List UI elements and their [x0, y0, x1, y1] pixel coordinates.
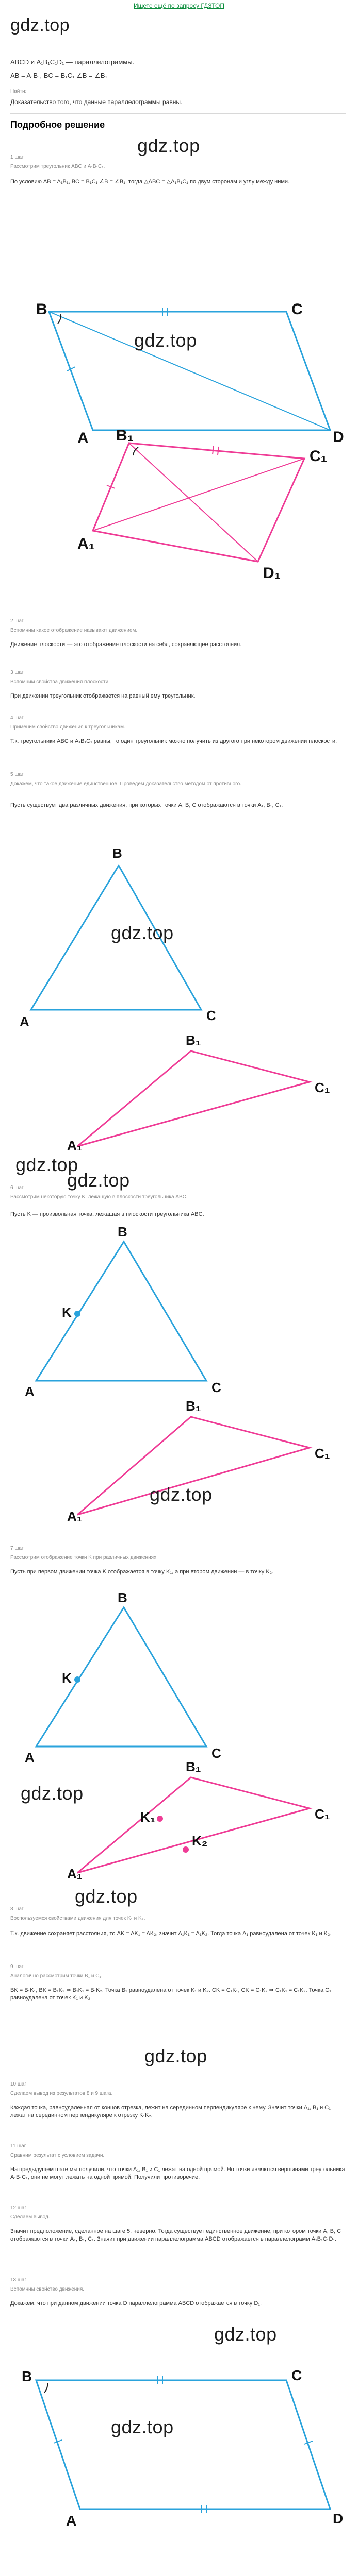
point-label-a1: A₁: [67, 1138, 83, 1153]
parallelogram-abcd: [49, 308, 330, 430]
step-text: Движение плоскости — это отображение плоскости на себя, сохраняющее расстояния.: [10, 641, 242, 648]
step-tag: 2 шаг: [10, 618, 24, 624]
point-k1: [157, 1816, 163, 1822]
point-label-a: A: [66, 2513, 77, 2529]
step-text: По условию AB = A₁B₁, BC = B₁C₁ ∠B = ∠B₁, тогда △ABC = △A₁B₁C₁ по двум сторонам и углу между ними.: [10, 179, 290, 185]
step-text: Пусть существует два различных движения, при которых точки A, B, C отображаются в точки A₁, B₁, C₁.: [10, 802, 283, 808]
watermark: gdz.top: [137, 135, 200, 156]
point-label-c: C: [211, 1380, 221, 1395]
step-tag: 7 шаг: [10, 1546, 24, 1551]
figure-point-k: [0, 1226, 358, 1525]
point-label-c: C: [291, 301, 303, 318]
point-label-b1: B₁: [116, 427, 134, 444]
step-hint: Докажем, что такое движение единственное. Проведём доказательство методом от противного.: [10, 781, 241, 787]
step-hint: Рассмотрим отображение точки K при различных движениях.: [10, 1555, 158, 1561]
step-hint: Вспомним свойства движения плоскости.: [10, 679, 110, 685]
point-label-a: A: [20, 1014, 29, 1029]
search-more-link[interactable]: Ищете ещё по запросу ГДЗТОП: [134, 2, 224, 9]
watermark: gdz.top: [150, 1484, 213, 1505]
step-tag: 6 шаг: [10, 1185, 24, 1191]
step-text: Каждая точка, равноудалённая от концов отрезка, лежит на серединном перпендикуляре к нему. Значит точки A₁, B₁ и C₁ лежат на серединном перпендикуляре к отрезку K₁K₂.: [10, 2105, 331, 2119]
step-tag: 9 шаг: [10, 1964, 24, 1970]
point-label-b1: B₁: [186, 1032, 201, 1048]
step-hint: Сравним результат с условием задачи.: [10, 2153, 105, 2158]
point-label-k: K: [62, 1304, 72, 1320]
watermark: gdz.top: [111, 922, 174, 943]
point-label-b: B: [36, 301, 47, 318]
step-text: На предыдущем шаге мы получили, что точки A₁, B₁ и C₁ лежат на одной прямой. Но точки являются вершинами треугольника A₁B₁C₁, они не могут лежать на одной прямой. Получили противоречие.: [10, 2166, 345, 2180]
step-text: Пусть K — произвольная точка, лежащая в плоскости треугольника ABC.: [10, 1211, 204, 1217]
step-text: Т.к. треугольники ABC и A₁B₁C₁ равны, то один треугольник можно получить из другого при некотором движении плоскости.: [10, 738, 337, 744]
divider: [10, 113, 346, 114]
step-tag: 1 шаг: [10, 155, 24, 160]
point-label-a1: A₁: [77, 535, 95, 552]
figure-parallelograms: [0, 232, 358, 608]
watermark: gdz.top: [134, 330, 197, 351]
step-text: BK = B₁K₁, BK = B₁K₂ ⇒ B₁K₁ = B₁K₂. Точка B₁ равноудалена от точек K₁ и K₂. CK = C₁K₁, CK = C₁K₂ ⇒ C₁K₁ = C₁K₂. Точка C₁ равноудалена от точек K₁ и K₂.: [10, 1987, 331, 2001]
point-label-d1: D₁: [263, 565, 281, 582]
point-label-c: C: [211, 1745, 221, 1761]
point-label-c1: C₁: [315, 1806, 330, 1822]
task-given-line1: ABCD и A₁B₁C₁D₁ — параллелограммы.: [10, 58, 135, 66]
watermark: gdz.top: [15, 1154, 78, 1175]
solution-title: Подробное решение: [10, 120, 105, 130]
brand-logo[interactable]: gdz.top: [10, 15, 70, 35]
point-label-a: A: [77, 430, 89, 447]
step-text: Пусть при первом движении точка K отображается в точку K₁, а при втором движении — в точку K₂.: [10, 1569, 274, 1575]
point-label-b: B: [118, 1226, 127, 1240]
point-label-a: A: [25, 1384, 35, 1399]
step-hint: Рассмотрим треугольник ABC и A₁B₁C₁.: [10, 164, 105, 170]
watermark: gdz.top: [144, 2045, 207, 2066]
step-text: Т.к. движение сохраняет расстояния, то AK = AK₁ = AK₂, значит A₁K₁ = A₁K₂. Тогда точка A₁ равноудалена от точек K₁ и K₂.: [10, 1930, 332, 1937]
step-tag: 8 шаг: [10, 1906, 24, 1912]
task-prove-tag: Найти:: [10, 89, 27, 94]
parallelogram-abcd: [36, 2376, 330, 2513]
step-text: При движении треугольник отображается на равный ему треугольник.: [10, 693, 196, 699]
figure-points-k1-k2: [0, 1592, 358, 1880]
step-text: Значит предположение, сделанное на шаге 5, неверно. Тогда существует единственное движение, при котором точки A, B, C отображаются в точки A₁, B₁, C₁. Значит при движении параллелограмма ABCD отображается в параллелограмм A₁B₁C₁D₁.: [10, 2228, 341, 2242]
point-label-b: B: [22, 2368, 32, 2384]
parallelogram-a1b1c1d1: [93, 443, 304, 562]
point-label-c1: C₁: [315, 1446, 330, 1461]
watermark: gdz.top: [214, 2324, 277, 2345]
point-label-c: C: [206, 1008, 216, 1023]
step-tag: 3 шаг: [10, 670, 24, 675]
point-label-d: D: [333, 429, 344, 446]
triangle-a1b1c1: [77, 1051, 310, 1146]
point-label-a1: A₁: [67, 1866, 83, 1880]
step-hint: Сделаем вывод из результатов 8 и 9 шага.: [10, 2091, 113, 2096]
step-tag: 10 шаг: [10, 2081, 27, 2087]
step-hint: Аналогично рассмотрим точки B₁ и C₁.: [10, 1973, 103, 1979]
point-k: [74, 1311, 80, 1317]
step-hint: Применим свойство движения к треугольникам.: [10, 724, 125, 730]
point-label-a1: A₁: [67, 1509, 83, 1524]
step-tag: 12 шаг: [10, 2205, 27, 2211]
step-hint: Воспользуемся свойствами движения для точек K₁ и K₂.: [10, 1916, 145, 1921]
step-tag: 13 шаг: [10, 2277, 27, 2283]
point-label-k1: K₁: [140, 1809, 156, 1825]
step-hint: Вспомним свойство движения.: [10, 2286, 85, 2292]
watermark: gdz.top: [111, 2416, 174, 2437]
point-label-b: B: [118, 1592, 127, 1605]
point-k: [74, 1676, 80, 1683]
step-hint: Вспомним какое отображение называют движением.: [10, 628, 138, 633]
point-label-b1: B₁: [186, 1759, 201, 1774]
point-label-k2: K₂: [192, 1833, 208, 1849]
watermark: gdz.top: [67, 1170, 130, 1191]
watermark: gdz.top: [75, 1886, 138, 1907]
task-given-line2: AB = A₁B₁, BC = B₁C₁ ∠B = ∠B₁: [10, 72, 107, 79]
point-label-c1: C₁: [310, 448, 328, 465]
step-tag: 11 шаг: [10, 2143, 26, 2149]
figure-final-parallelograms: [0, 2349, 358, 2576]
point-label-c1: C₁: [315, 1080, 330, 1095]
point-label-c: C: [291, 2367, 302, 2383]
step-hint: Рассмотрим некоторую точку K, лежащую в плоскости треугольника ABC.: [10, 1194, 188, 1200]
point-label-k: K: [62, 1670, 72, 1686]
watermark: gdz.top: [21, 1783, 84, 1804]
step-hint: Сделаем вывод.: [10, 2214, 50, 2220]
task-prove-text: Доказательство того, что данные параллелограммы равны.: [10, 98, 183, 106]
step-tag: 4 шаг: [10, 715, 24, 721]
step-text: Докажем, что при данном движении точка D параллелограмма ABCD отображается в точку D₁.: [10, 2300, 262, 2307]
point-label-b: B: [112, 845, 122, 861]
point-label-d: D: [333, 2511, 344, 2527]
figure-triangles: [0, 835, 358, 1154]
point-label-a: A: [25, 1750, 35, 1765]
point-label-b1: B₁: [186, 1398, 201, 1414]
point-k2: [183, 1846, 189, 1853]
step-tag: 5 шаг: [10, 772, 24, 777]
